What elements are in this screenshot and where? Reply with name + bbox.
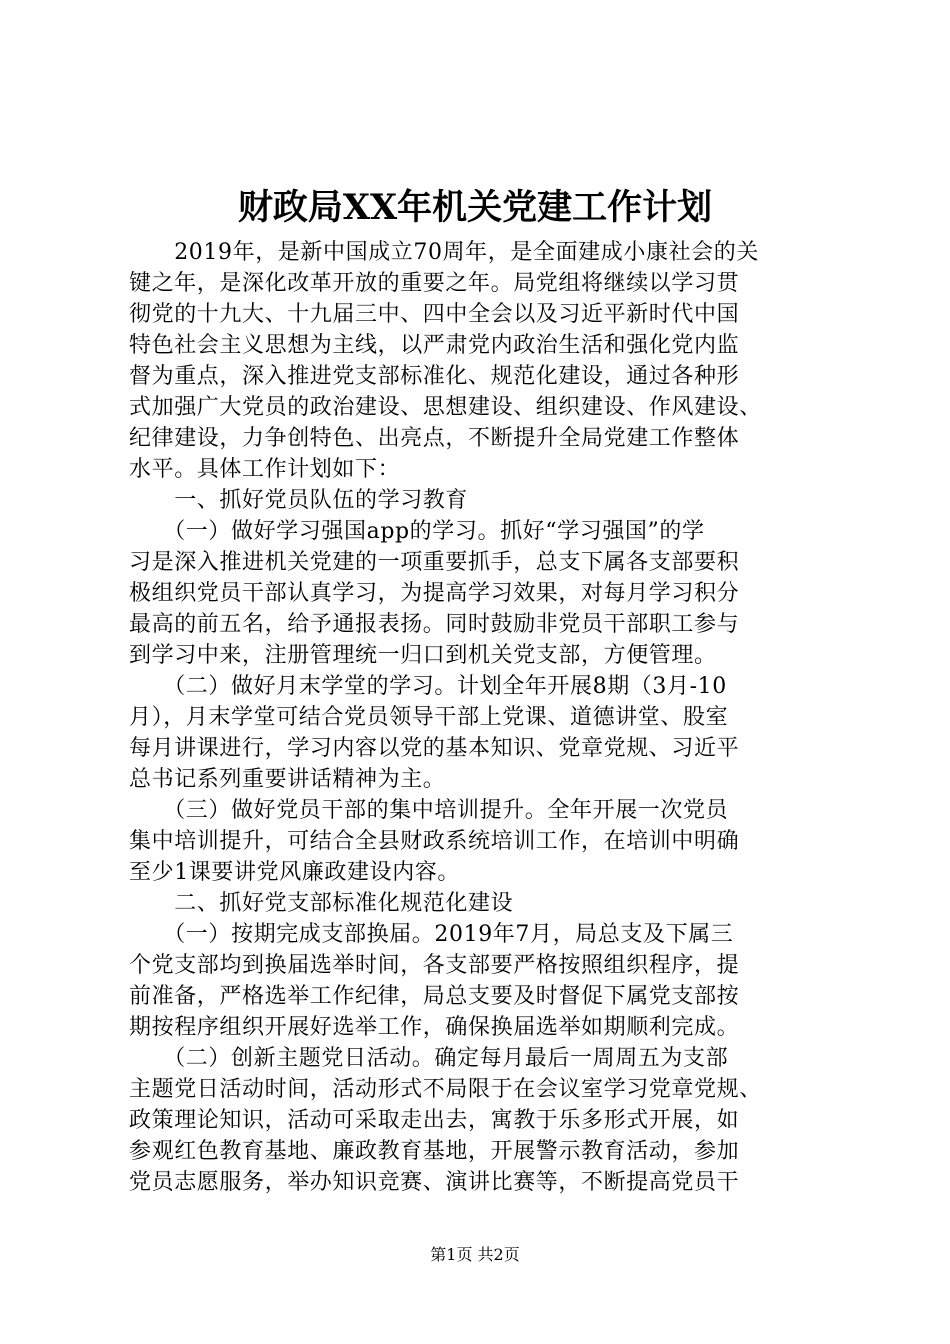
document-body	[129, 237, 829, 1198]
body-line: 集中培训提升，可结合全县财政系统培训工作，在培训中明确	[129, 829, 740, 854]
body-line: 总书记系列重要讲话精神为主。	[129, 767, 446, 792]
body-line: 期按程序组织开展好选举工作，确保换届选举如期顺利完成。	[129, 1015, 740, 1040]
body-line: 党员志愿服务，举办知识竞赛、演讲比赛等，不断提高党员干	[129, 1170, 740, 1195]
body-line: 参观红色教育基地、廉政教育基地，开展警示教育活动，参加	[129, 1139, 740, 1164]
body-line: 极组织党员干部认真学习，为提高学习效果，对每月学习积分	[129, 581, 740, 606]
body-line: （二）做好月末学堂的学习。计划全年开展8期（3月-10	[129, 674, 727, 699]
page-footer: 第1页 共2页	[430, 1245, 520, 1264]
body-line: 到学习中来，注册管理统一归口到机关党支部，方便管理。	[129, 643, 717, 668]
body-line: 月），月末学堂可结合党员领导干部上党课、道德讲堂、股室	[129, 705, 729, 730]
body-line: 特色社会主义思想为主线，以严肃党内政治生活和强化党内监	[129, 333, 740, 358]
section-heading: 二、抓好党支部标准化规范化建设	[129, 891, 514, 916]
body-line: 2019年，是新中国成立70周年，是全面建成小康社会的关	[129, 240, 759, 265]
body-line: 彻党的十九大、十九届三中、四中全会以及习近平新时代中国	[129, 302, 740, 327]
body-line: 政策理论知识，活动可采取走出去，寓教于乐多形式开展，如	[129, 1108, 740, 1133]
body-line: 水平。具体工作计划如下：	[129, 457, 401, 482]
body-line: 纪律建设，力争创特色、出亮点，不断提升全局党建工作整体	[129, 426, 740, 451]
document-title: 财政局XX年机关党建工作计划	[237, 187, 713, 228]
body-line: 前准备，严格选举工作纪律，局总支要及时督促下属党支部按	[129, 984, 740, 1009]
section-heading: 一、抓好党员队伍的学习教育	[129, 488, 469, 513]
body-line: （一）按期完成支部换届。2019年7月，局总支及下属三	[129, 922, 734, 947]
body-line: （三）做好党员干部的集中培训提升。全年开展一次党员	[129, 798, 729, 823]
body-line: 个党支部均到换届选举时间，各支部要严格按照组织程序，提	[129, 953, 740, 978]
body-line: 习是深入推进机关党建的一项重要抓手，总支下属各支部要积	[129, 550, 740, 575]
body-line: （一）做好学习强国app的学习。抓好“学习强国”的学	[129, 519, 705, 544]
body-line: 式加强广大党员的政治建设、思想建设、组织建设、作风建设、	[129, 395, 762, 420]
body-line: 至少1课要讲党风廉政建设内容。	[129, 860, 460, 885]
body-line: 每月讲课进行，学习内容以党的基本知识、党章党规、习近平	[129, 736, 740, 761]
body-line: 最高的前五名，给予通报表扬。同时鼓励非党员干部职工参与	[129, 612, 740, 637]
body-line: 督为重点，深入推进党支部标准化、规范化建设，通过各种形	[129, 364, 740, 389]
body-line: 主题党日活动时间，活动形式不局限于在会议室学习党章党规、	[129, 1077, 762, 1102]
body-line: 键之年，是深化改革开放的重要之年。局党组将继续以学习贯	[129, 271, 740, 296]
body-line: （二）创新主题党日活动。确定每月最后一周周五为支部	[129, 1046, 729, 1071]
